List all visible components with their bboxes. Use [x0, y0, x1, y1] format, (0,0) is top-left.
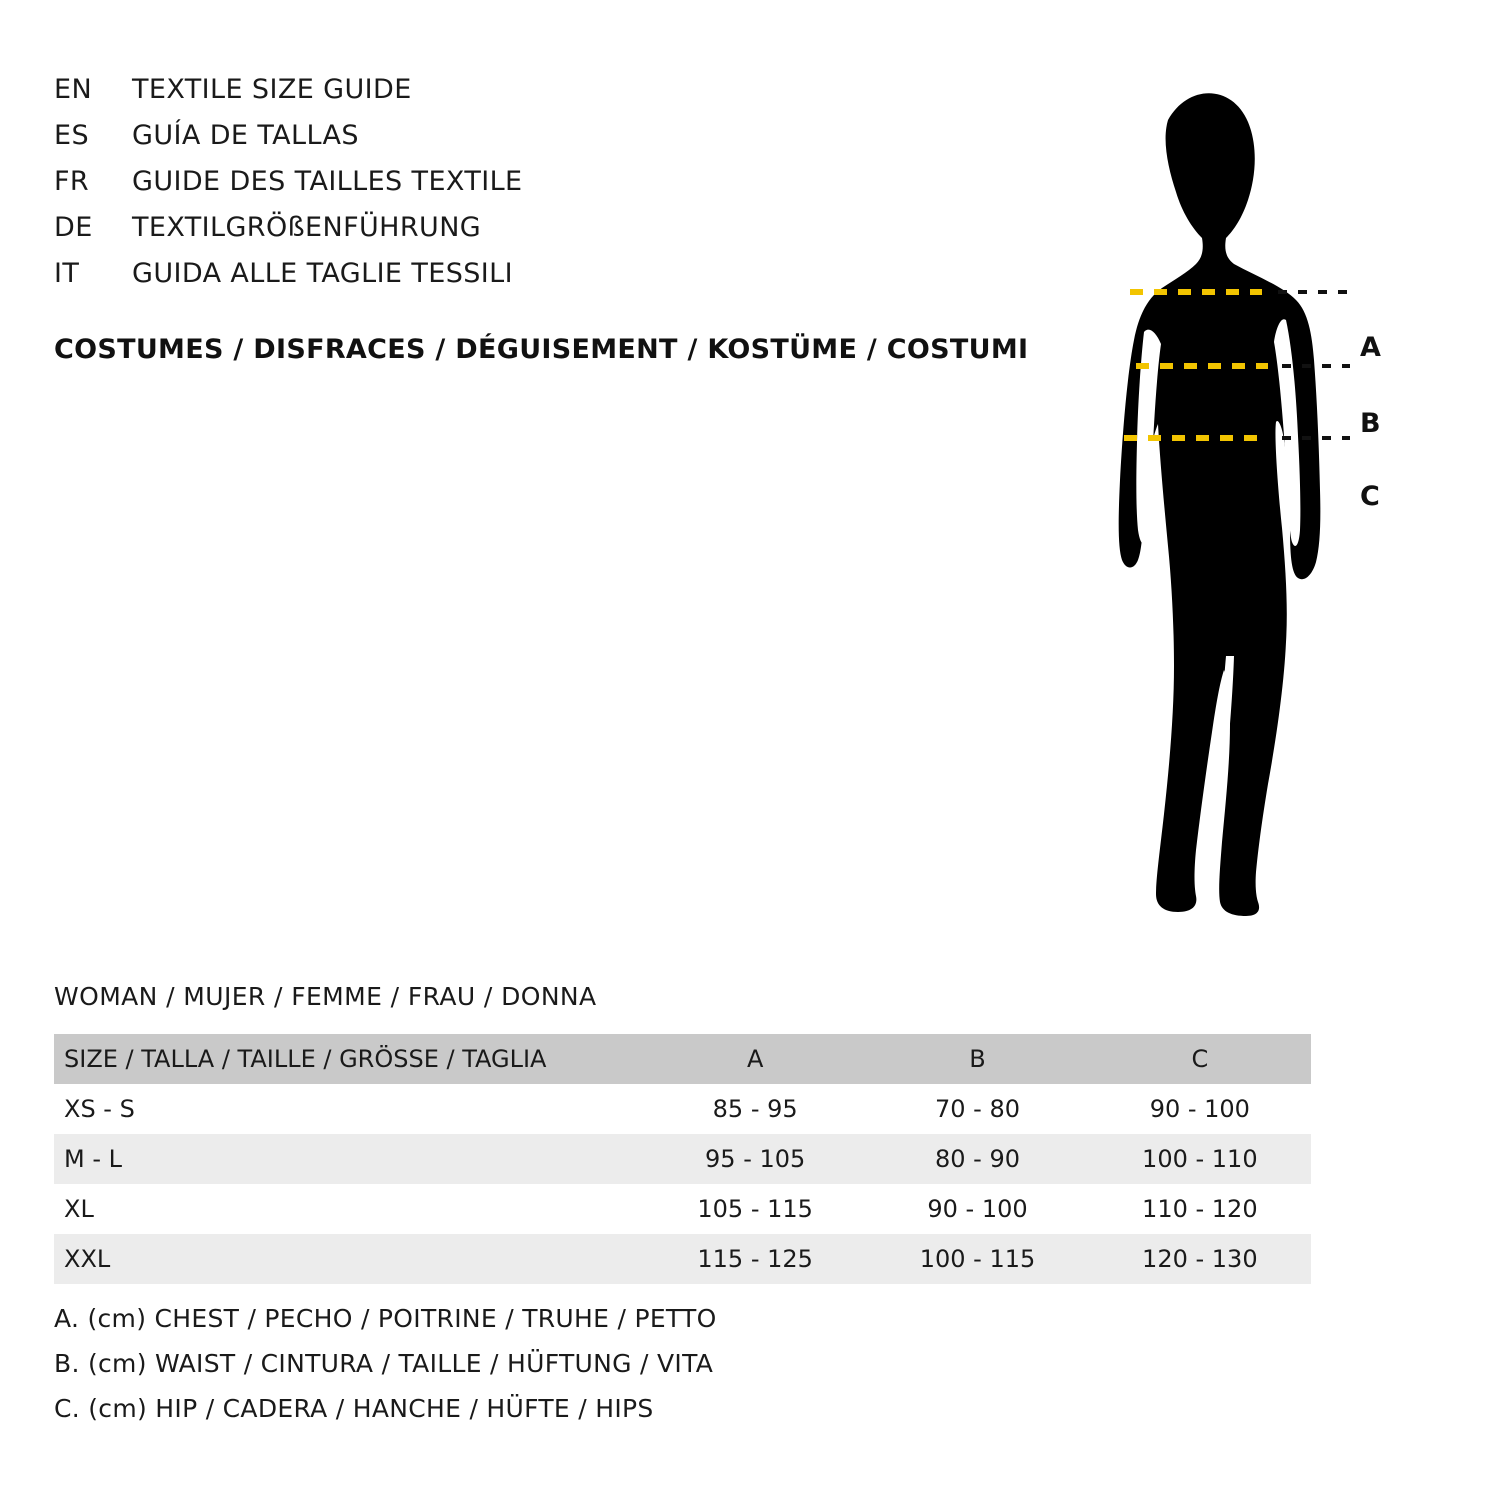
table-row — [54, 1134, 1311, 1184]
size-table — [54, 1034, 1311, 1284]
cell-a: 95 - 105 — [705, 1145, 806, 1173]
measure-marker-b: B — [1360, 408, 1381, 439]
column-header-c: C — [1191, 1045, 1209, 1073]
cell-b: 70 - 80 — [934, 1095, 1020, 1123]
category-line: COSTUMES / DISFRACES / DÉGUISEMENT / KOSTÜME / COSTUMI — [54, 334, 1029, 365]
language-row — [54, 212, 1054, 258]
table-head — [54, 1034, 1311, 1084]
note-waist: B. (cm) WAIST / CINTURA / TAILLE / HÜFTUNG / VITA — [54, 1349, 714, 1378]
cell-c: 100 - 110 — [1142, 1145, 1258, 1173]
cell-size: M - L — [64, 1145, 122, 1173]
measure-marker-a: A — [1360, 332, 1381, 363]
language-code: EN — [54, 74, 93, 105]
table-title: WOMAN / MUJER / FEMME / FRAU / DONNA — [54, 982, 597, 1011]
language-code: FR — [54, 166, 90, 197]
language-header-block — [54, 74, 1054, 304]
language-text: TEXTILE SIZE GUIDE — [132, 74, 412, 105]
note-chest: A. (cm) CHEST / PECHO / POITRINE / TRUHE / PETTO — [54, 1304, 717, 1333]
language-text: TEXTILGRÖßENFÜHRUNG — [132, 212, 482, 243]
language-code: DE — [54, 212, 93, 243]
language-row — [54, 74, 1054, 120]
language-text: GUÍA DE TALLAS — [132, 120, 359, 151]
cell-c: 110 - 120 — [1142, 1195, 1258, 1223]
language-row — [54, 120, 1054, 166]
cell-c: 120 - 130 — [1142, 1245, 1258, 1273]
table-body — [54, 1084, 1311, 1284]
cell-a: 105 - 115 — [697, 1195, 813, 1223]
language-code: IT — [54, 258, 80, 289]
cell-size: XXL — [64, 1245, 111, 1273]
language-text: GUIDA ALLE TAGLIE TESSILI — [132, 258, 513, 289]
cell-size: XL — [64, 1195, 94, 1223]
table-row — [54, 1084, 1311, 1134]
table-row — [54, 1234, 1311, 1284]
cell-size: XS - S — [64, 1095, 135, 1123]
measure-marker-c: C — [1360, 481, 1380, 512]
language-row — [54, 258, 1054, 304]
cell-a: 85 - 95 — [712, 1095, 798, 1123]
column-header-size: SIZE / TALLA / TAILLE / GRÖSSE / TAGLIA — [64, 1045, 547, 1073]
figure-area — [1020, 60, 1450, 950]
woman-silhouette-icon — [1020, 60, 1450, 950]
table-row — [54, 1184, 1311, 1234]
column-header-b: B — [969, 1045, 986, 1073]
cell-b: 100 - 115 — [919, 1245, 1036, 1273]
cell-c: 90 - 100 — [1149, 1095, 1250, 1123]
column-header-a: A — [746, 1045, 764, 1073]
language-row — [54, 166, 1054, 212]
measurement-notes — [54, 1296, 1154, 1431]
language-code: ES — [54, 120, 89, 151]
language-text: GUIDE DES TAILLES TEXTILE — [132, 166, 523, 197]
table-header-row — [54, 1034, 1311, 1084]
cell-b: 80 - 90 — [934, 1145, 1020, 1173]
note-hip: C. (cm) HIP / CADERA / HANCHE / HÜFTE / HIPS — [54, 1394, 654, 1423]
cell-b: 90 - 100 — [927, 1195, 1028, 1223]
cell-a: 115 - 125 — [697, 1245, 813, 1273]
